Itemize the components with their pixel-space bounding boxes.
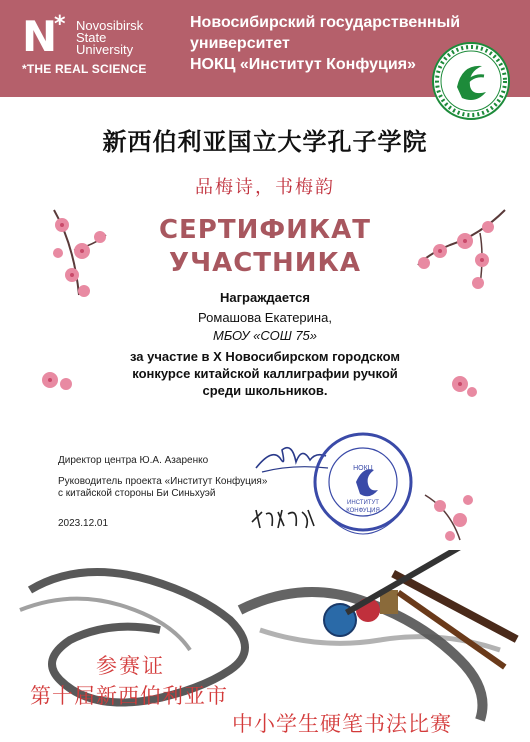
awarded-label: Награждается bbox=[220, 290, 310, 305]
project-lead-line1: Руководитель проекта «Институт Конфуция» bbox=[58, 476, 268, 487]
bottom-cn-line2: 第十届新西伯利亚市 bbox=[30, 684, 228, 708]
certificate-title-line2: УЧАСТНИКА bbox=[169, 248, 361, 278]
award-reason-line: конкурсе китайской каллиграфии ручкой bbox=[132, 366, 398, 381]
plum-blossom-left bbox=[44, 205, 114, 300]
poem-line: 品梅诗，书梅韵 bbox=[195, 177, 335, 198]
project-lead-signature-line bbox=[58, 476, 267, 500]
nsu-logo-line: University bbox=[76, 42, 134, 57]
header-title-line: Новосибирский государственный bbox=[190, 14, 461, 31]
certificate-title-line1: СЕРТИФИКАТ bbox=[158, 215, 372, 245]
director-signature-line: Директор центра Ю.А. Азаренко bbox=[58, 455, 209, 466]
svg-text:ИНСТИТУТ: ИНСТИТУТ bbox=[347, 500, 379, 506]
plum-blossom-small-left bbox=[40, 368, 74, 396]
recipient-name: Ромашова Екатерина, bbox=[198, 310, 332, 325]
chinese-title: 新西伯利亚国立大学孔子学院 bbox=[102, 127, 428, 156]
plum-blossom-right bbox=[410, 205, 510, 295]
bottom-cn-line3: 中小学生硬笔书法比赛 bbox=[232, 712, 452, 736]
project-lead-line2: с китайской стороны Би Синьхуэй bbox=[58, 488, 216, 499]
header-title-line: НОКЦ «Институт Конфуция» bbox=[190, 56, 416, 73]
svg-text:КОНФУЦИЯ: КОНФУЦИЯ bbox=[346, 508, 380, 514]
issue-date: 2023.12.01 bbox=[58, 518, 109, 529]
header-title-line: университет bbox=[190, 35, 290, 52]
plum-blossom-small-right bbox=[448, 372, 478, 398]
nsu-slogan: *THE REAL SCIENCE bbox=[22, 62, 147, 76]
award-reason-line: среди школьников. bbox=[202, 383, 328, 398]
plum-blossom-seal-side bbox=[420, 490, 482, 545]
svg-text:НОКЦ: НОКЦ bbox=[353, 465, 373, 472]
header-title bbox=[190, 12, 460, 75]
award-reason-line: за участие в X Новосибирском городском bbox=[129, 349, 401, 364]
nsu-logo-line: State bbox=[76, 30, 107, 45]
official-seal-stamp bbox=[312, 420, 414, 550]
nsu-logo-star: * bbox=[54, 12, 66, 37]
bottom-cn-line1: 参赛证 bbox=[96, 654, 165, 678]
nsu-logo bbox=[18, 14, 168, 84]
recipient-school: МБОУ «СОШ 75» bbox=[212, 328, 318, 343]
chinese-handwritten-signature bbox=[248, 504, 318, 534]
confucius-institute-logo bbox=[432, 42, 510, 120]
award-reason bbox=[100, 348, 430, 399]
nsu-logo-letter: N bbox=[22, 12, 58, 61]
nsu-logo-name bbox=[76, 20, 143, 56]
nsu-logo-line: Novosibirsk bbox=[76, 18, 144, 33]
